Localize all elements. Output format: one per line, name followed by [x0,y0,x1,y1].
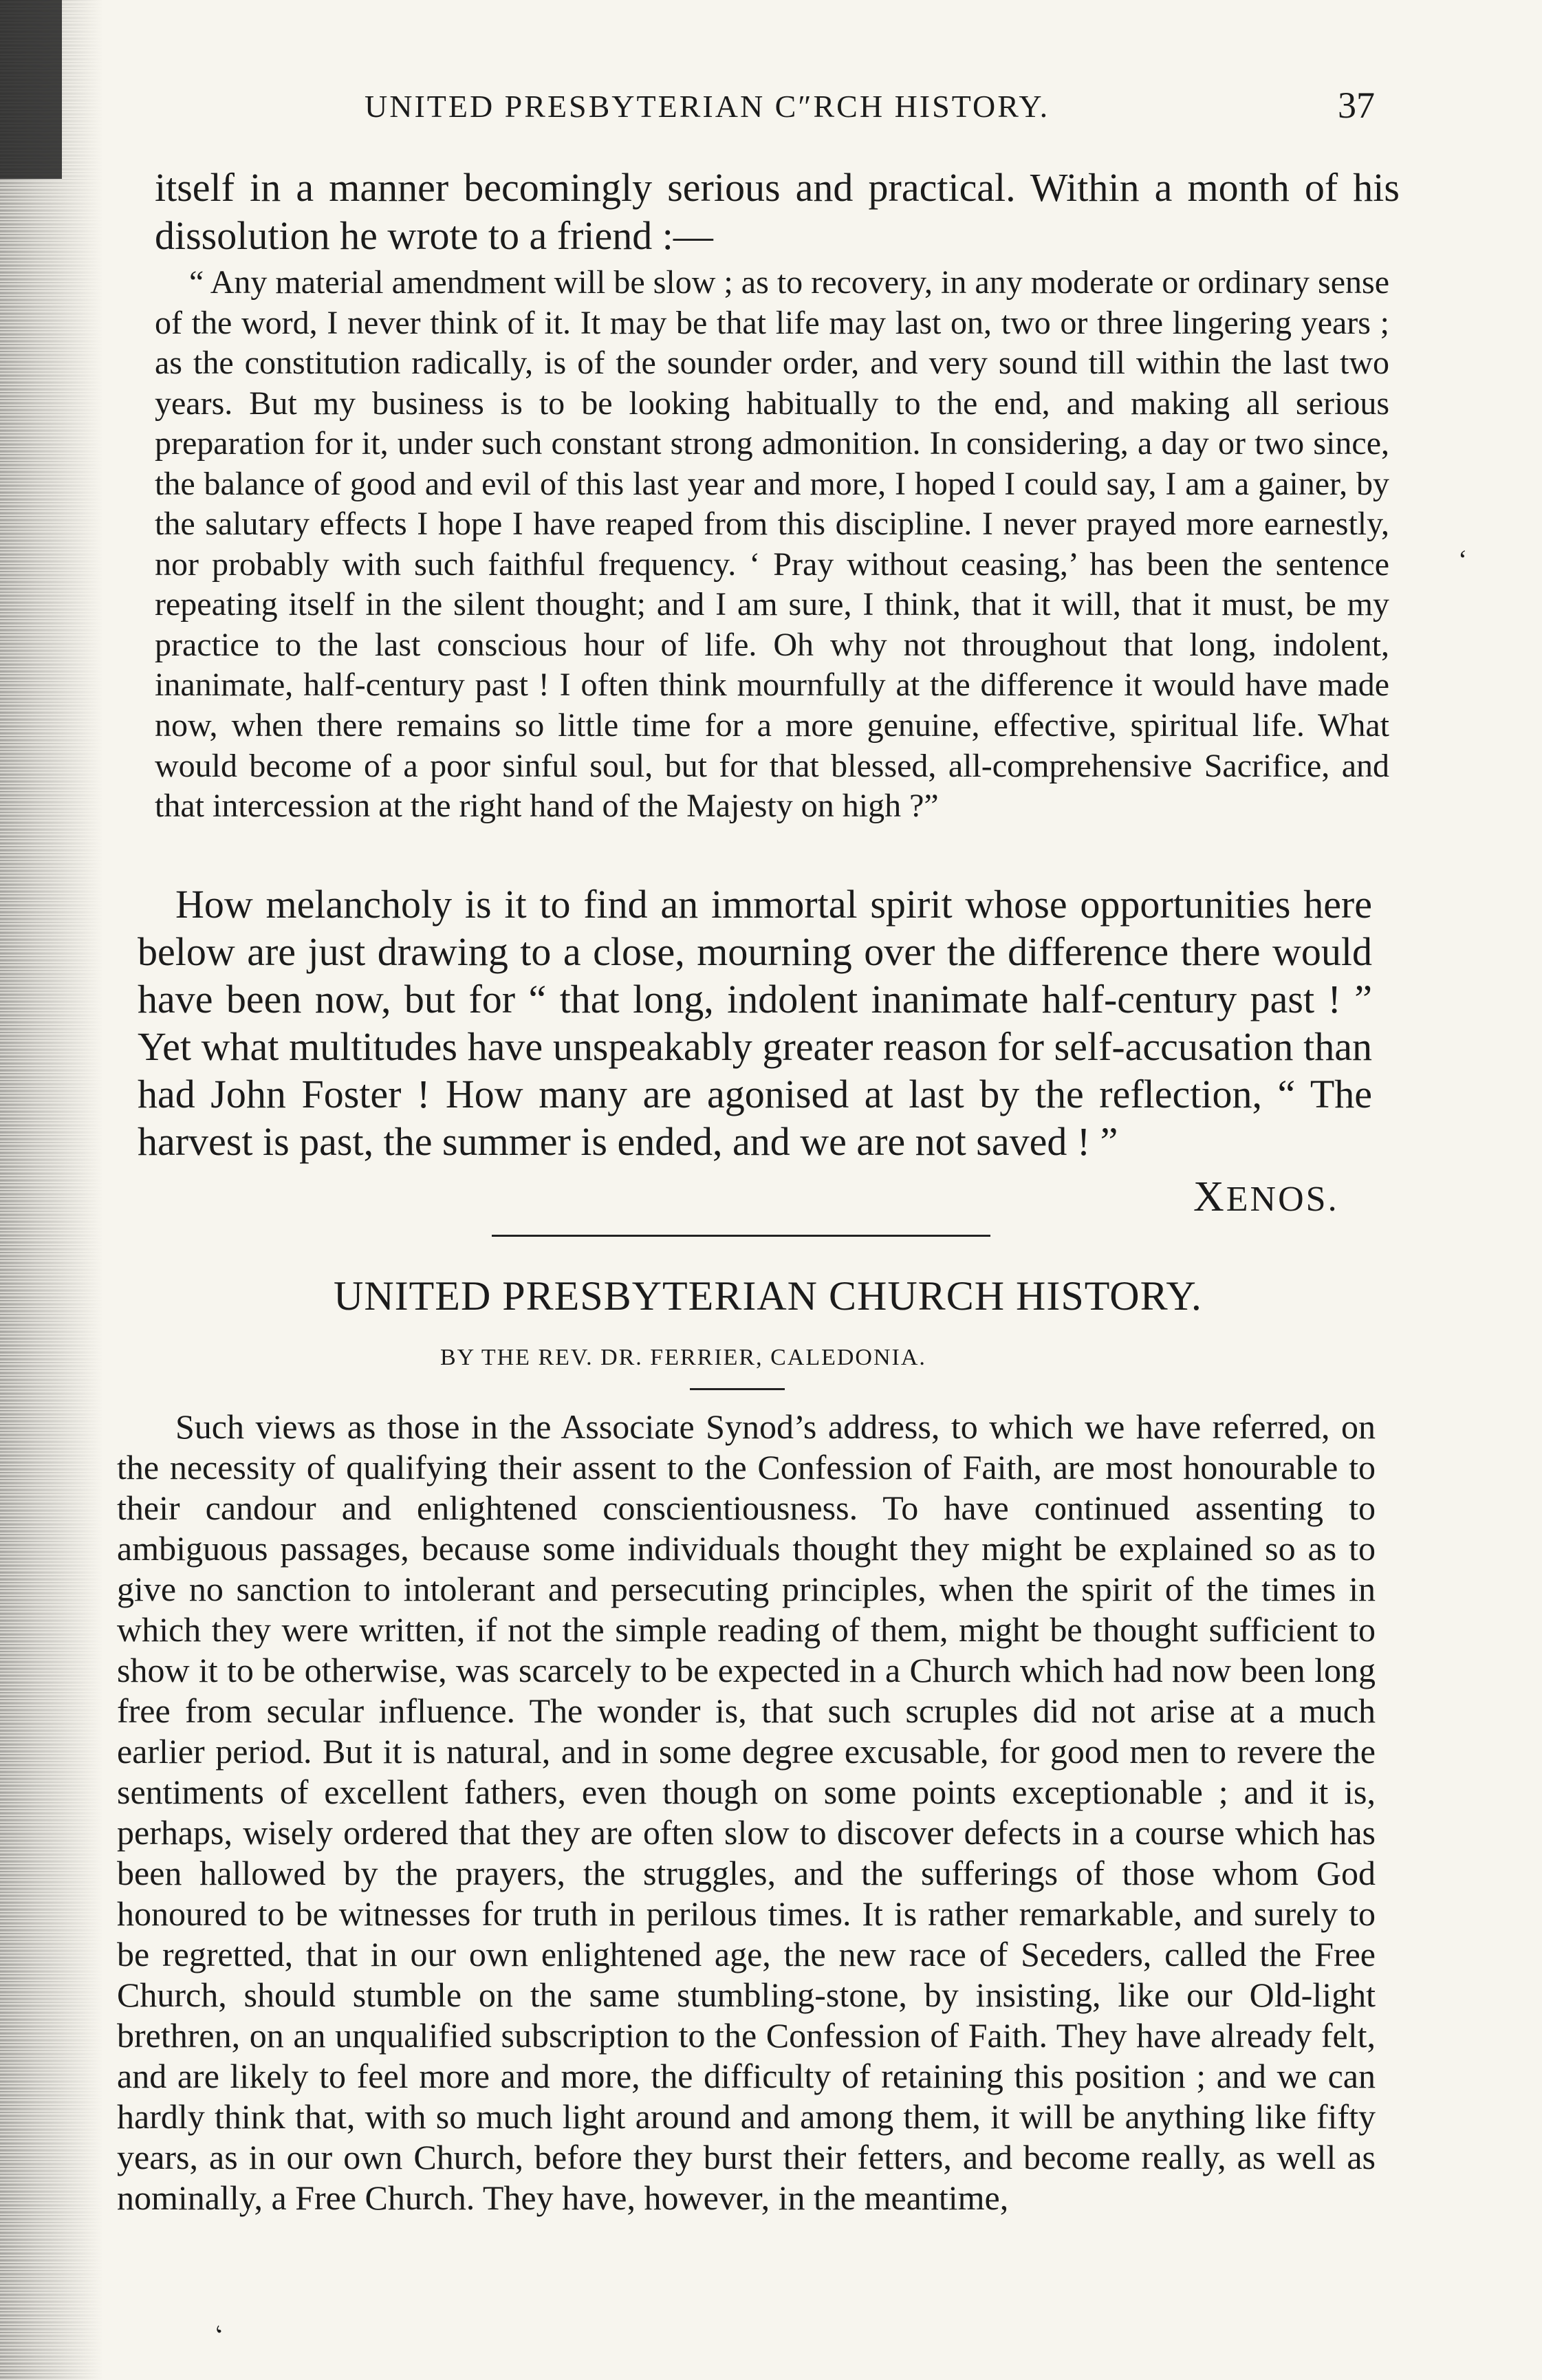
signature-rest: ENOS. [1226,1180,1339,1219]
section-divider-rule [492,1235,990,1237]
article-byline: BY THE REV. DR. FERRIER, CALEDONIA. [440,1345,926,1370]
article-body-paragraph [117,1407,1376,2218]
binding-gutter-dark-corner [0,0,62,179]
reflection-text: How melancholy is it to find an immortal spirit whose opportunities here below are just drawing to a close, mourning over the difference there would have been now, but for “ that long, indolent inanimate half-century past ! ” Yet what multitudes have unspeakably greater reason for self-accusation than had John Foster ! How many are agonised at last by the reflection, “ The harvest is past, the summer is ended, and we are not saved ! ” [138,882,1372,1165]
foster-letter-quote [155,263,1389,827]
quote-text: “ Any material amendment will be slow ; as to recovery, in any moderate or ordinary sense of the word, I never think of it. It may be that life may last on, two or three lingering years ; as the constitution radically, is of the sounder order, and very sound till within the last two years. But my business is to be looking habitually to the end, and making all serious preparation for it, under such constant strong admonition. In considering, a day or two since, the balance of good and evil of this last year and more, I hoped I could say, I am a gainer, by the salutary effects I hope I have reaped from this discipline. I never prayed more earnestly, nor probably with such faithful frequency. ‘ Pray without ceasing,’ has been the sentence repeating itself in the silent thought; and I am sure, I think, that it will, that it must, be my practice to the last conscious hour of life. Oh why not throughout that long, indolent, inanimate, half-century past ! I often think mournfully at the difference it would have made now, when there remains so little time for a more genuine, effective, spiritual life. What would become of a poor sinful soul, but for that blessed, all-comprehensive Sacrifice, and that intercession at the right hand of the Majesty on high ?” [155,264,1389,825]
binding-gutter-shadow [0,0,103,2380]
article-body-text: Such views as those in the Associate Synod’s address, to which we have referred, on the necessity of qualifying their assent to the Confession of Faith, are most honourable to their candour and enlightened conscientiousness. To have continued assenting to ambiguous passages, because some individuals thought they might be explained so as to give no sanction to intolerant and persecuting principles, when the spirit of the times in which they were written, if not the simple reading of them, might be thought sufficient to show it to be otherwise, was scarcely to be expected in a Church which had now been long free from secular influence. The wonder is, that such scruples did not arise at a much earlier period. But it is natural, and in some degree excusable, for good men to revere the sentiments of excellent fathers, even though on some points exceptionable ; and it is, perhaps, wisely ordered that they are often slow to discover defects in a course which has been hallowed by the prayers, the struggles, and the sufferings of those whom God honoured to be witnesses for truth in perilous times. It is rather remarkable, and surely to be regretted, that in our own enlightened age, the new race of Seceders, called the Free Church, should stumble on the same stumbling-stone, by insisting, like our Old-light brethren, on an unqualified subscription to the Confession of Faith. They have already felt, and are likely to feel more and more, the difficulty of retaining this position ; and we can hardly think that, with so much light around and among them, it will be anything like fifty years, as in our own Church, before they burst their fetters, and become really, as well as nominally, a Free Church. They have, however, in the meantime, [117,1407,1376,2217]
margin-mark: ‘ [1458,544,1468,575]
article-title: UNITED PRESBYTERIAN CHURCH HISTORY. [334,1273,1202,1319]
stray-ink-mark: ‘ [209,2318,233,2350]
previous-article-intro [155,164,1400,259]
author-signature [1193,1173,1339,1222]
signature-initial: X [1193,1173,1226,1220]
running-head: UNITED PRESBYTERIAN C″RCH HISTORY. [365,89,1050,124]
page-number: 37 [1338,85,1375,126]
byline-underline-rule [690,1388,785,1390]
intro-paragraph: itself in a manner becomingly serious and practical. Within a month of his dissolution he wrote to a friend :— [155,165,1400,258]
reflection-paragraph [138,880,1372,1165]
